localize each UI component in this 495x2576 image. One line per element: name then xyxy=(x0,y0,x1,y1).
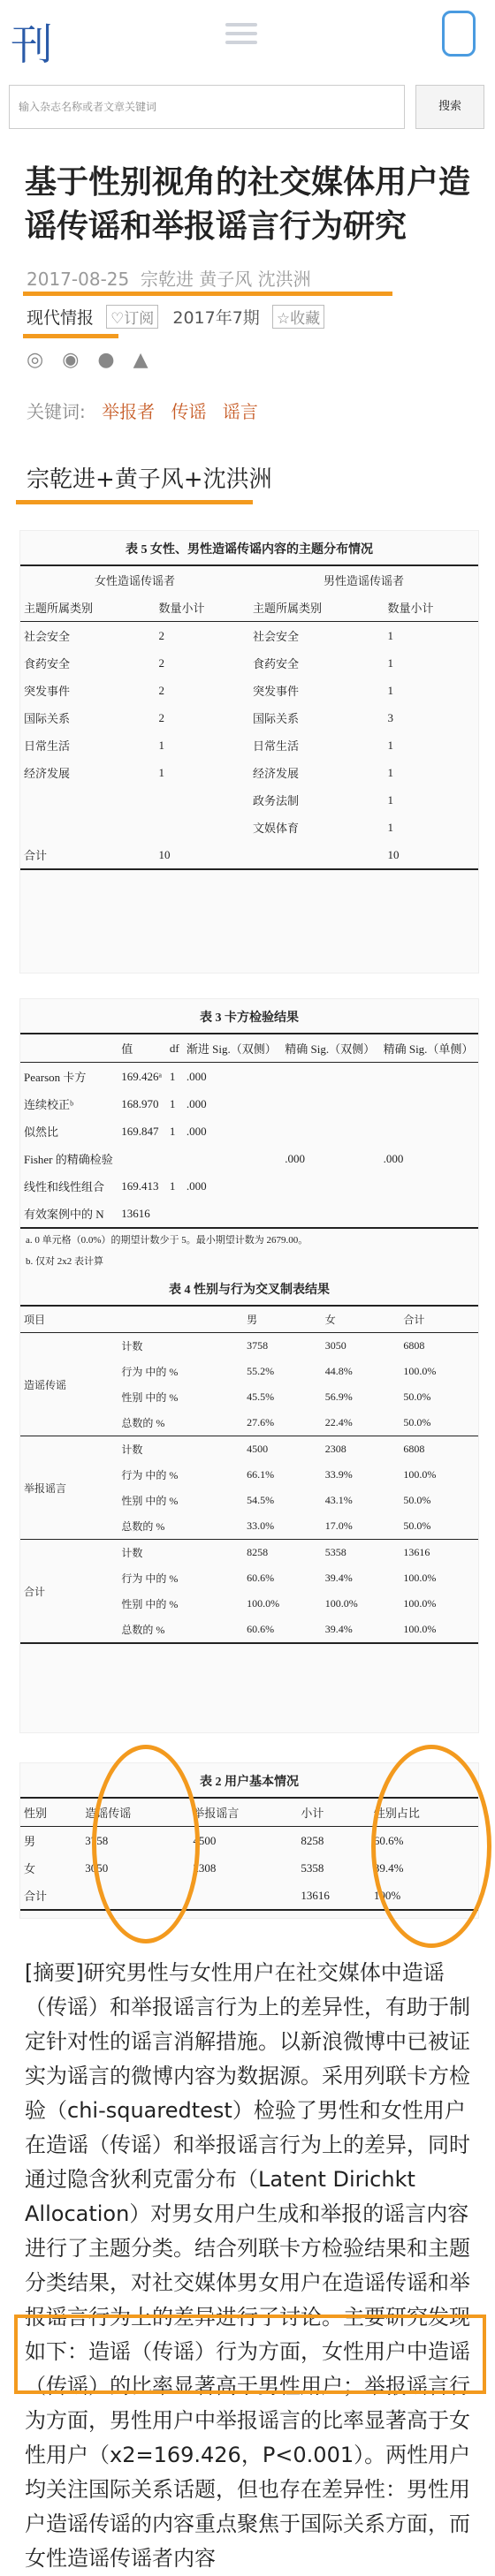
table-row: 总数的 % 60.6% 39.4% 100.0% xyxy=(20,1617,478,1643)
article-date: 2017-08-25 xyxy=(27,269,130,290)
authors-heading: 宗乾进+黄子风+沈洪洲 xyxy=(27,466,272,493)
table-row: 连续校正ᵇ 168.970 1 .000 xyxy=(24,1096,207,1111)
table-row: 女 3050 2308 5358 39.4% xyxy=(24,1860,404,1875)
wechat-icon[interactable]: ◉ xyxy=(62,349,80,371)
table-row: 似然比 169.847 1 .000 xyxy=(24,1124,207,1139)
table-row: 合计 13616 100% xyxy=(20,1882,478,1910)
table-row: 性别 中的 % 100.0% 100.0% 100.0% xyxy=(121,1597,437,1610)
highlight-oval xyxy=(371,1745,491,1948)
site-logo[interactable]: 刊 xyxy=(11,22,56,69)
table-row: Fisher 的精确检验 .000 .000 xyxy=(24,1151,404,1166)
table5 xyxy=(20,564,478,870)
keyword-link[interactable]: 举报者 xyxy=(102,401,156,422)
issue-label: 2017年7期 xyxy=(172,308,260,328)
table-row: 政务法制 1 xyxy=(252,792,394,807)
highlight-underline xyxy=(16,500,253,504)
journal-name[interactable]: 现代情报 xyxy=(27,308,95,328)
table-row: 社会安全 2 社会安全 1 xyxy=(24,628,394,643)
table2-caption: 表 2 用户基本情况 xyxy=(200,1776,299,1789)
table-row: Pearson 卡方 169.426ᵃ 1 .000 xyxy=(24,1069,207,1084)
table-row: 男 3758 4500 8258 60.6% xyxy=(24,1833,404,1848)
table-row: 有效案例中的 N 13616 xyxy=(20,1200,478,1228)
highlight-underline xyxy=(23,334,118,338)
thumb-icon[interactable]: ▲ xyxy=(133,349,148,371)
col-header: 主题所属类别 xyxy=(252,602,322,615)
table4-caption: 表 4 性别与行为交叉制表结果 xyxy=(169,1284,330,1297)
table5-image xyxy=(19,530,479,974)
highlight-box xyxy=(14,2315,486,2394)
table-row: 举报谣言 计数 4500 2308 6808 xyxy=(24,1443,425,1495)
table-row: 线性和线性组合 169.413 1 .000 xyxy=(24,1178,207,1193)
table-row: 性别 中的 % 54.5% 43.1% 50.0% xyxy=(121,1494,431,1507)
col-header: 主题所属类别 xyxy=(24,602,94,615)
weibo-icon[interactable]: ◎ xyxy=(27,349,44,371)
col-header: 数量小计 xyxy=(158,602,205,615)
col-header: 数量小计 xyxy=(387,602,434,615)
subscribe-button[interactable]: ♡订阅 xyxy=(106,305,158,329)
collect-button[interactable]: ☆收藏 xyxy=(272,305,324,329)
table-row: 行为 中的 % 55.2% 44.8% 100.0% xyxy=(121,1365,437,1378)
search-input[interactable]: 输入杂志名称或者文章关键词 xyxy=(9,85,405,129)
person-icon[interactable]: ● xyxy=(97,349,115,371)
keywords-row xyxy=(27,398,258,423)
table-row: 文娱体育 1 xyxy=(252,820,394,835)
highlight-underline xyxy=(23,292,392,296)
table-row: 行为 中的 % 66.1% 33.9% 100.0% xyxy=(121,1468,437,1481)
table5-caption: 表 5 女性、男性造谣传谣内容的主题分布情况 xyxy=(126,543,373,557)
right-group-header: 男性造谣传谣者 xyxy=(323,574,404,587)
table-row: 食药安全 2 食药安全 1 xyxy=(24,655,394,671)
abstract-text: [摘要]研究男性与女性用户在社交媒体中造谣（传谣）和举报谣言行为上的差异性，有助于制定针对性的谣言消解措施。以新浪微博中已被证实为谣言的微博内容为数据源。采用列联卡方检验（chi-squaredtest）检验了男性和女性用户在造谣（传谣）和举报谣言行为上的差异，同时通过隐含狄利克雷分布（Latent Dirichkt Allocation）对男女用户生成和举报的谣言内容进行了主题分类。结合列联卡方检验结果和主题分类结果，对社交媒体男女用户在造谣传谣和举报谣言行为上的差异进行了讨论。主要研究发现如下：造谣（传谣）行为方面，女性用户中造谣（传谣）的比率显著高于男性用户；举报谣言行为方面，男性用户中举报谣言的比率显著高于女性用户（x2=169.426，P<0.001）。两性用户均关注国际关系话题，但也存在差异性：男性用户造谣传谣的内容重点聚焦于国际关系方面，而女性造谣传谣者内容 xyxy=(25,1960,471,2571)
table3-caption: 表 3 卡方检验结果 xyxy=(200,1011,299,1025)
table2: 性别 造谣传谣 举报谣言 小计 性别占比 男 3758 4500 8258 60.6% 女 3050 2308 5358 39.4% 合计 13616 100% xyxy=(20,1797,478,1911)
keywords-label: 关键词: xyxy=(27,401,86,422)
user-icon[interactable] xyxy=(442,11,476,57)
article-meta xyxy=(27,265,311,291)
table-row: 合计 计数 8258 5358 13616 xyxy=(24,1546,430,1598)
table-row: 造谣传谣 计数 3758 3050 6808 xyxy=(24,1339,425,1391)
left-group-header: 女性造谣传谣者 xyxy=(94,574,175,587)
journal-row xyxy=(27,305,324,329)
top-bar xyxy=(0,0,495,76)
table-row: 日常生活 1 日常生活 1 xyxy=(24,738,394,753)
table-row: 突发事件 2 突发事件 1 xyxy=(24,683,394,698)
menu-icon[interactable] xyxy=(225,18,257,51)
article-authors[interactable]: 宗乾进 黄子风 沈洪洲 xyxy=(140,269,311,290)
table3-4-image xyxy=(19,998,479,1733)
table-row: 总数的 % 27.6% 22.4% 50.0% xyxy=(20,1410,478,1436)
table-row: 总数的 % 33.0% 17.0% 50.0% xyxy=(20,1513,478,1540)
table4: 项目 男 女 合计 造谣传谣 计数 3758 3050 6808 行为 中的 % 55.2% 44.8% 100.0% 性别 中的 % 45.5% 56.9% 50.0% 总数的 % 27.6% 22.4% 50.0% 举报谣言 计数 4500 2308 6808 行为 中的 % 66.1% 33.9% 100.0% 性别 中的 % 54.5% 43.1% 50.0% 总数的 % 33.0% 17.0% 50.0% 合计 计数 8258 5358 13616 行为 中的 % 60.6% 39.4% 100.0% 性别 中的 % 100.0% 100.0% 100.0% 总数的 % 60.6% 39.4% 100.0% xyxy=(20,1305,478,1644)
share-icons xyxy=(27,349,161,371)
table3-note: b. 仅对 2x2 表计算 xyxy=(26,1256,103,1267)
keyword-link[interactable]: 谣言 xyxy=(222,401,258,422)
table3-note: a. 0 单元格（0.0%）的期望计数少于 5。最小期望计数为 2679.00。 xyxy=(26,1235,308,1246)
total-row: 合计 10 10 xyxy=(20,841,478,869)
highlight-oval xyxy=(92,1745,200,1943)
article-title: 基于性别视角的社交媒体用户造谣传谣和举报谣言行为研究 xyxy=(25,164,471,245)
table-row: 性别 中的 % 45.5% 56.9% 50.0% xyxy=(121,1390,431,1404)
keyword-link[interactable]: 传谣 xyxy=(171,401,207,422)
table-row: 经济发展 1 经济发展 1 xyxy=(24,765,394,780)
table-row: 行为 中的 % 60.6% 39.4% 100.0% xyxy=(121,1572,437,1585)
search-button[interactable]: 搜索 xyxy=(415,85,484,129)
table3: 值 df 渐进 Sig.（双侧） 精确 Sig.（双侧） 精确 Sig.（单侧） Pearson 卡方 169.426ᵃ 1 .000 连续校正ᵇ 168.970 1 .000 似然比 169.847 1 .000 Fisher 的精确检验 .000 .000 线性和线性组合 169.413 1 .000 有效案例中的 N 13616 xyxy=(20,1033,478,1229)
table-row: 国际关系 2 国际关系 3 xyxy=(24,710,394,725)
